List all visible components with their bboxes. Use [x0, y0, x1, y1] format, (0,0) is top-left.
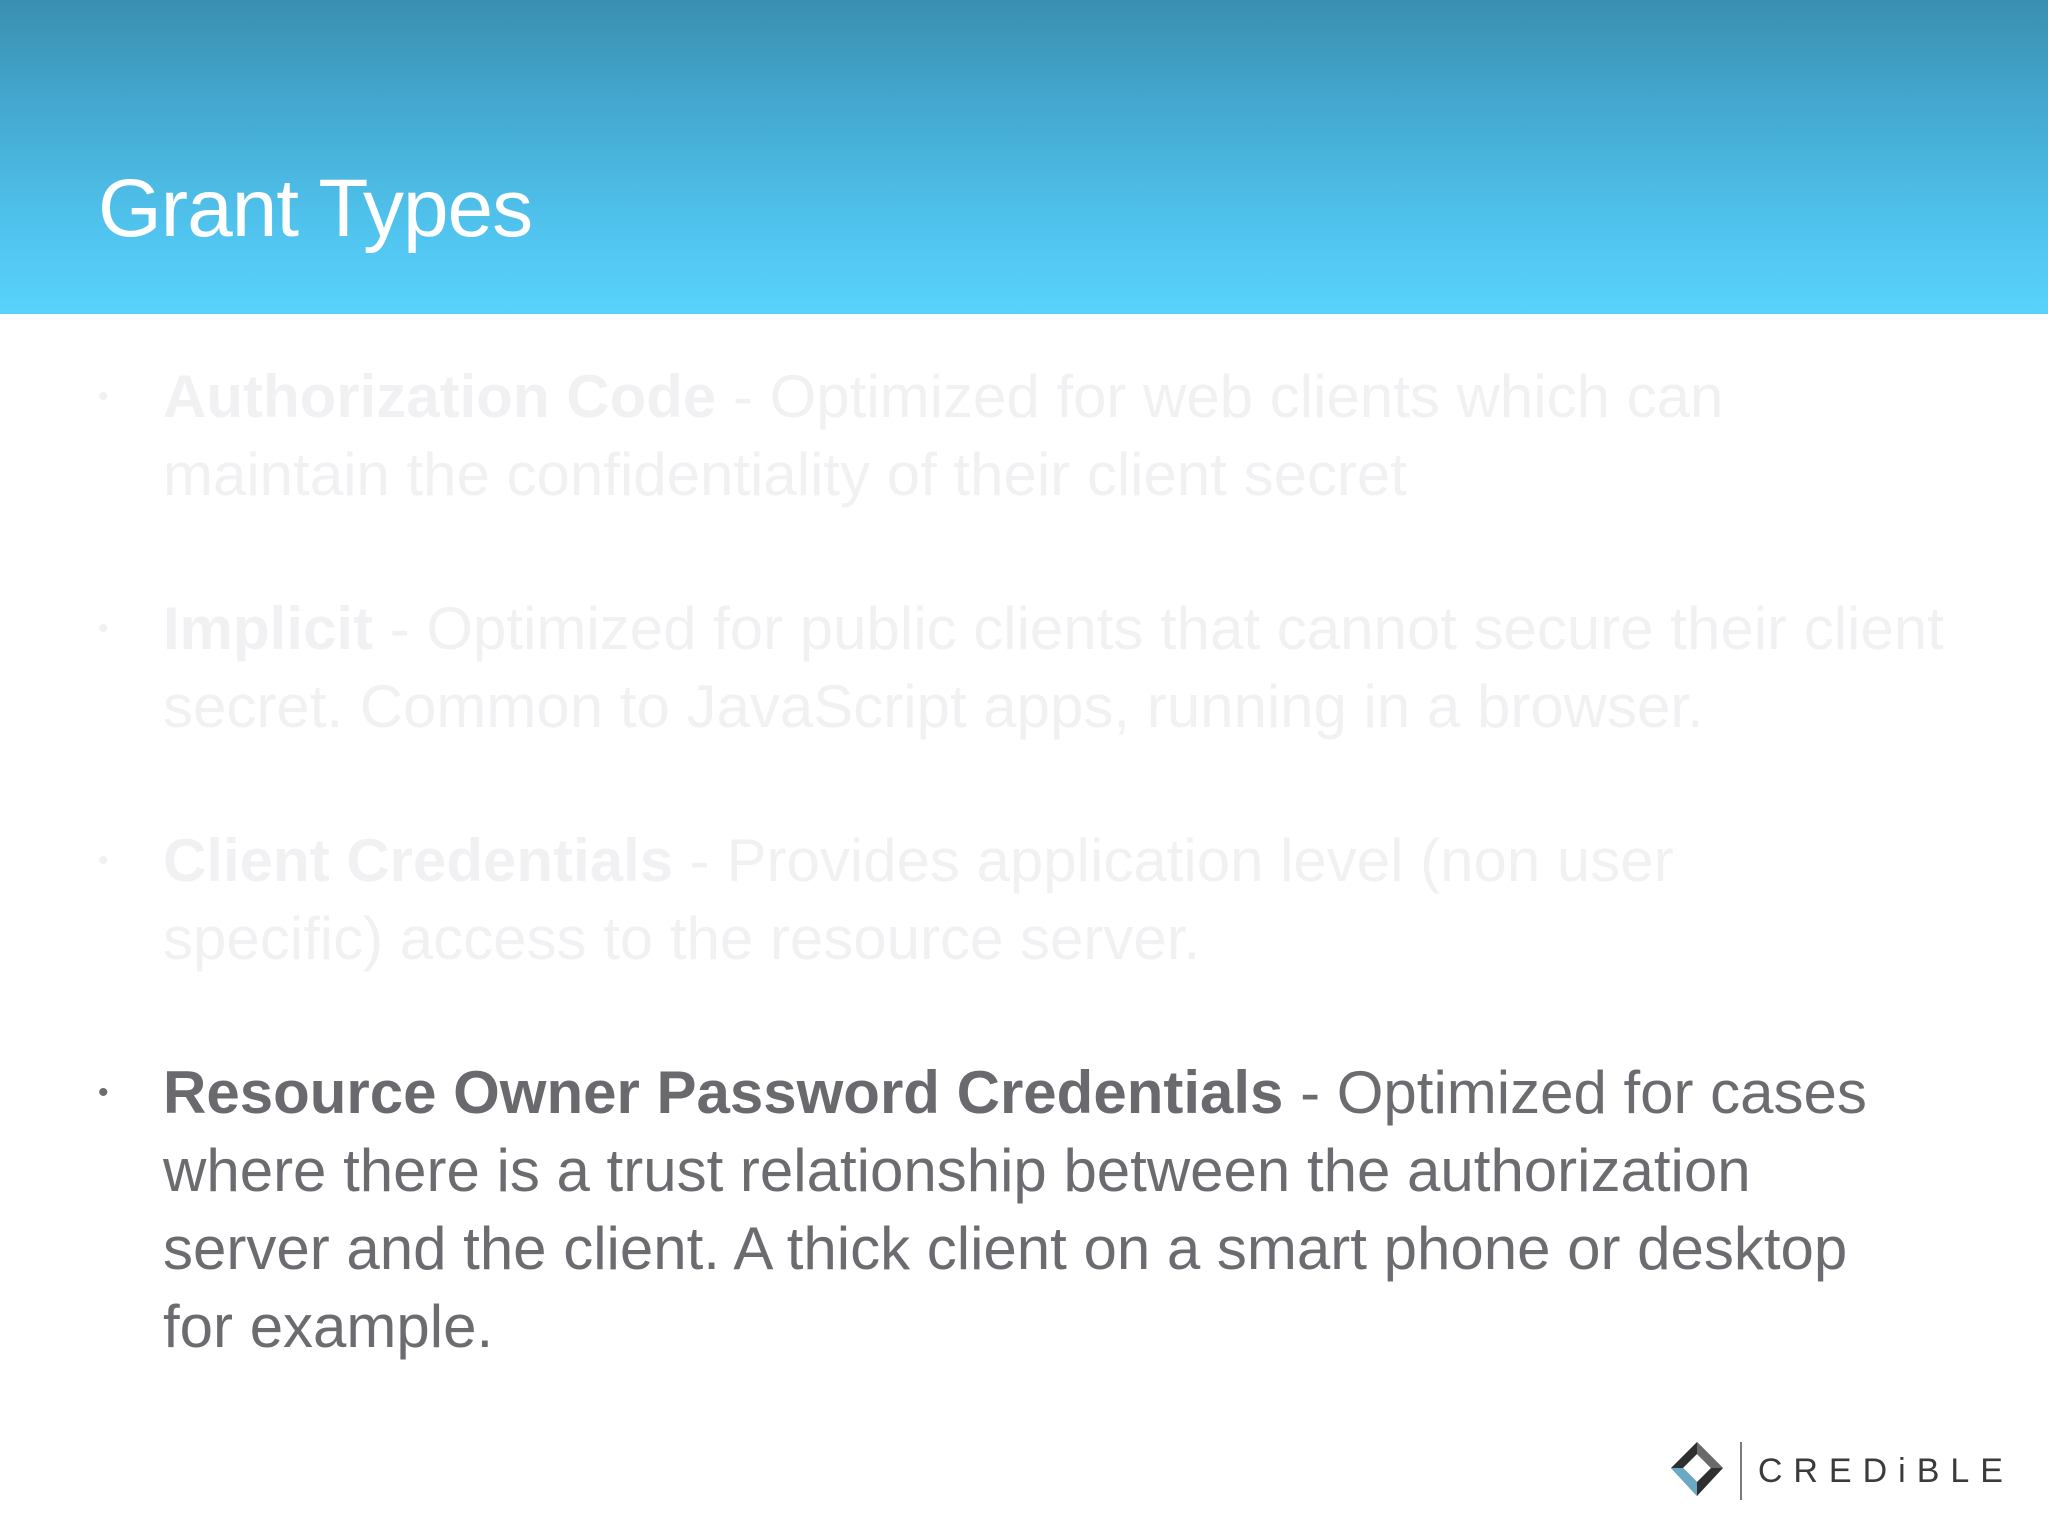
- bullet-dot: •: [98, 1076, 109, 1109]
- bullet-term: Client Credentials: [163, 827, 674, 894]
- bullet-description: Optimized for web clients which can maintain the confidentiality of their client secret: [163, 363, 1724, 508]
- logo-divider: [1740, 1442, 1742, 1500]
- bullet-separator: -: [373, 595, 427, 662]
- bullet-authorization-code: [98, 358, 1903, 514]
- bullet-description: Provides application level (non user specific) access to the resource server.: [163, 827, 1674, 972]
- bullet-description: Optimized for public clients that cannot secure their client secret. Common to JavaScript apps, running in a browser.: [163, 595, 1944, 740]
- slide-title: Grant Types: [98, 163, 533, 254]
- bullet-term: Resource Owner Password Credentials: [163, 1059, 1284, 1126]
- bullet-dot: •: [98, 612, 109, 645]
- bullet-separator: -: [716, 363, 770, 430]
- bullet-dot: •: [98, 380, 109, 413]
- bullet-separator: -: [1283, 1059, 1337, 1126]
- bullet-description: Optimized for cases where there is a trust relationship between the authorization server and the client. A thick client on a smart phone or desktop for example.: [163, 1059, 1867, 1360]
- bullet-implicit: [98, 590, 1978, 746]
- bullet-term: Authorization Code: [163, 363, 717, 430]
- bullet-separator: -: [673, 827, 727, 894]
- logo-wordmark: CREDiBLE: [1757, 1451, 2014, 1490]
- credible-diamond-logo-icon: [1668, 1440, 1726, 1502]
- bullet-list: [98, 358, 1978, 1442]
- bullet-term: Implicit: [163, 595, 374, 662]
- bullet-resource-owner-password-credentials: [98, 1054, 1883, 1366]
- credible-logo: [1668, 1436, 2014, 1506]
- title-banner: [0, 0, 2048, 314]
- bullet-client-credentials: [98, 822, 1863, 978]
- bullet-dot: •: [98, 844, 109, 877]
